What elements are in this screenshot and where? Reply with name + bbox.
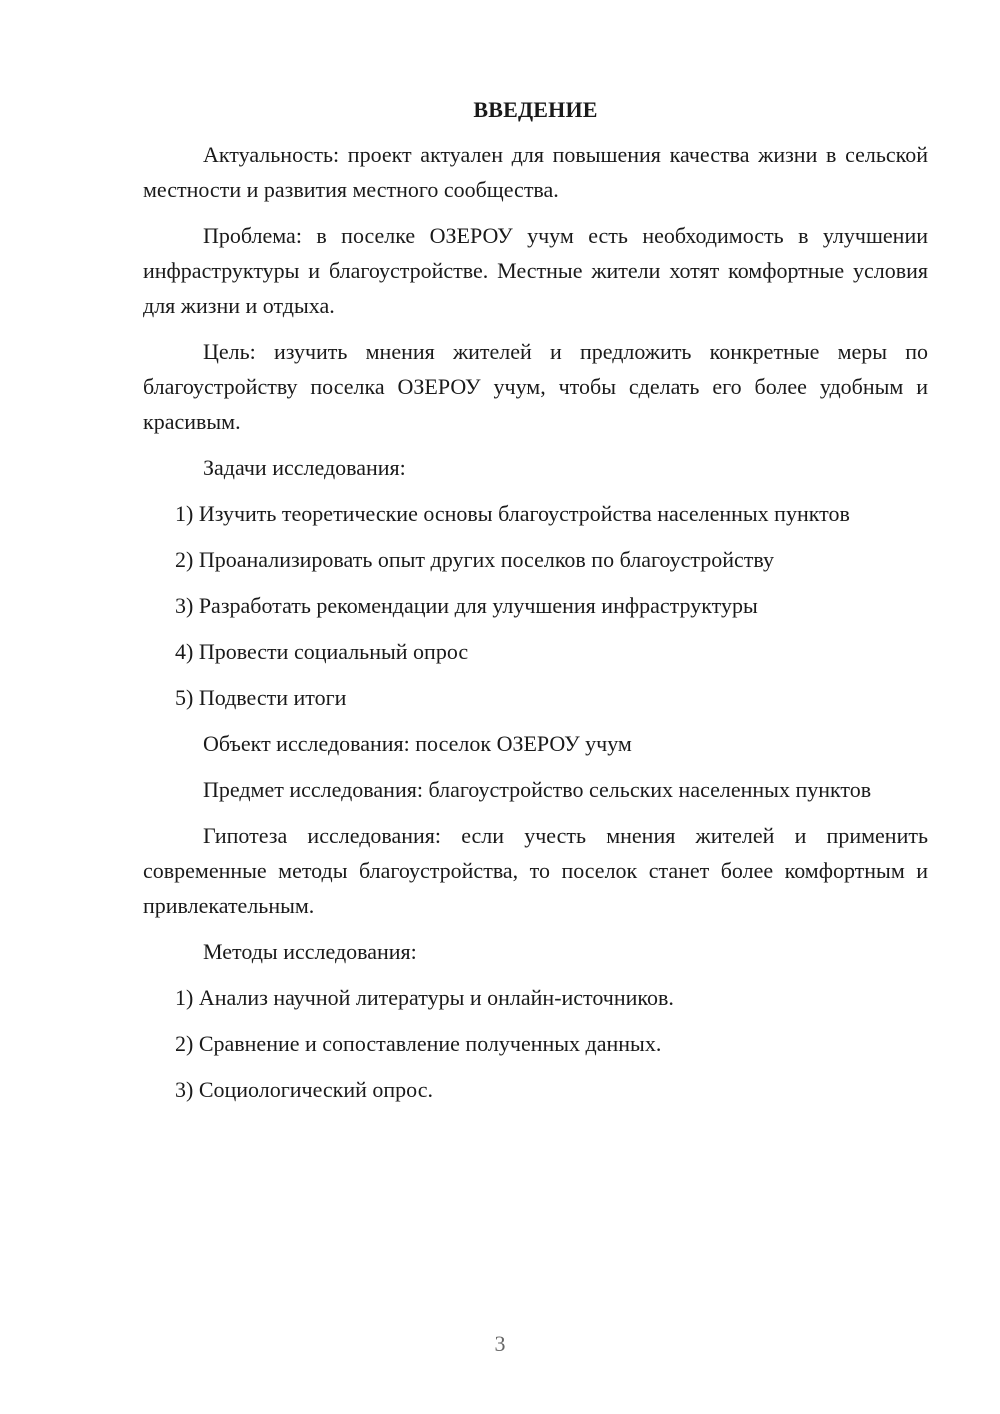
hypothesis-paragraph: Гипотеза исследования: если учесть мнения жителей и применить современные методы благоустройства, то поселок станет более комфортным и привлекательным. [143, 823, 928, 918]
goal-paragraph: Цель: изучить мнения жителей и предложить конкретные меры по благоустройству поселка ОЗЕРОУ учум, чтобы сделать его более удобным и красивым. [143, 339, 928, 434]
tasks-heading: Задачи исследования: [203, 455, 406, 480]
task-item-4: 4) Провести социальный опрос [175, 639, 469, 664]
task-item-2: 2) Проанализировать опыт других поселков по благоустройству [175, 547, 775, 572]
method-item-1: 1) Анализ научной литературы и онлайн-источников. [175, 985, 674, 1010]
page-number: 3 [494, 1331, 506, 1356]
method-item-3: 3) Социологический опрос. [175, 1077, 433, 1102]
task-item-3: 3) Разработать рекомендации для улучшения инфраструктуры [175, 593, 758, 618]
subject-paragraph: Предмет исследования: благоустройство сельских населенных пунктов [203, 777, 872, 802]
object-paragraph: Объект исследования: поселок ОЗЕРОУ учум [203, 731, 632, 756]
document-page [143, 92, 928, 1118]
task-item-5: 5) Подвести итоги [175, 685, 347, 710]
problem-paragraph: Проблема: в поселке ОЗЕРОУ учум есть необходимость в улучшении инфраструктуры и благоустройстве. Местные жители хотят комфортные условия для жизни и отдыха. [143, 223, 928, 318]
method-item-2: 2) Сравнение и сопоставление полученных данных. [175, 1031, 662, 1056]
relevance-paragraph: Актуальность: проект актуален для повышения качества жизни в сельской местности и развития местного сообщества. [143, 142, 928, 202]
section-title: ВВЕДЕНИЕ [473, 97, 598, 122]
methods-heading: Методы исследования: [203, 939, 417, 964]
task-item-1: 1) Изучить теоретические основы благоустройства населенных пунктов [175, 501, 850, 526]
